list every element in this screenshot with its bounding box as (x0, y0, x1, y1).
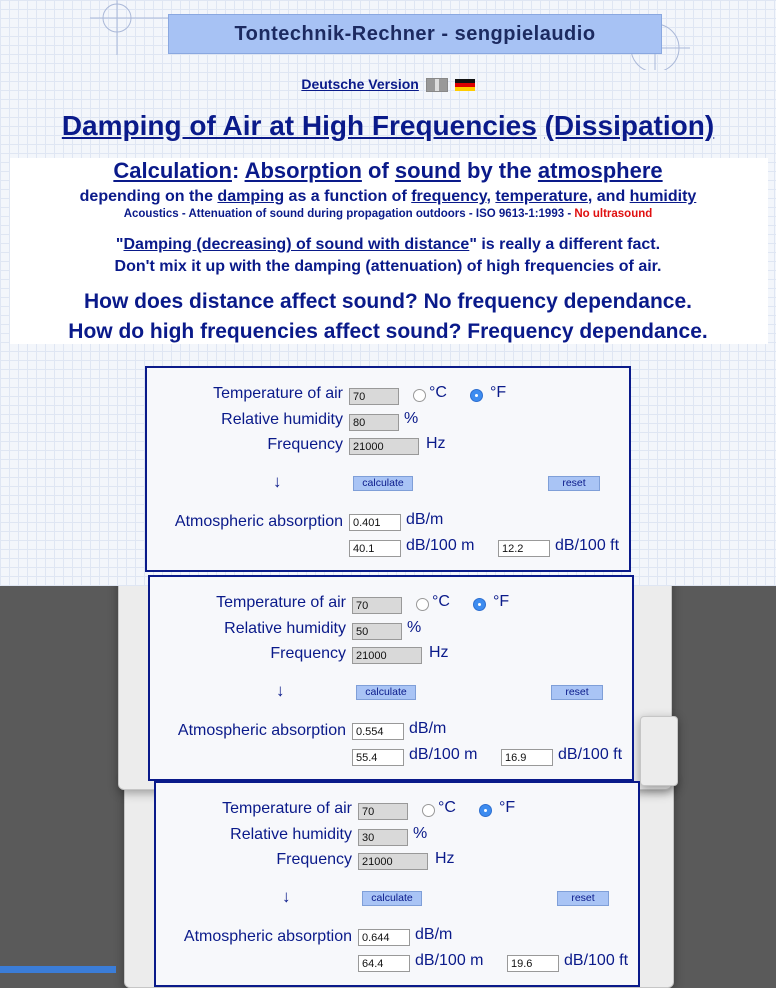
down-arrow-icon: ↓ (273, 472, 282, 491)
frequency-label: Frequency (270, 645, 346, 662)
question-frequency: How do high frequencies affect sound? Frequency dependance. (68, 320, 708, 343)
subline: depending on the damping as a function of frequency, temperature, and humidity (79, 188, 697, 205)
fahrenheit-radio[interactable] (470, 389, 483, 402)
frequency-link[interactable]: frequency (411, 188, 487, 205)
reset-button[interactable]: reset (548, 476, 600, 491)
fahrenheit-radio[interactable] (479, 804, 492, 817)
fahrenheit-label: °F (490, 384, 507, 401)
percent-unit: % (404, 410, 419, 427)
percent-unit: % (413, 825, 428, 842)
humidity-input[interactable]: 50 (352, 623, 402, 640)
celsius-label: °C (429, 384, 447, 401)
temperature-label: Temperature of air (216, 594, 346, 611)
calculation-link[interactable]: Calculation (113, 158, 232, 183)
humidity-input[interactable]: 30 (358, 829, 408, 846)
distance-damping-link[interactable]: Damping (decreasing) of sound with distance (123, 236, 470, 253)
dissipation-link[interactable]: (Dissipation) (544, 110, 715, 141)
db-per-m-output[interactable]: 0.554 (352, 723, 404, 740)
question-distance: How does distance affect sound? No frequency dependance. (84, 290, 692, 313)
absorption-calculator (154, 781, 640, 987)
humidity-link[interactable]: humidity (629, 188, 697, 205)
calculate-button[interactable]: calculate (353, 476, 413, 491)
db-per-m-output[interactable]: 0.401 (349, 514, 401, 531)
german-flag-icon (455, 79, 475, 91)
celsius-label: °C (438, 799, 456, 816)
db-per-100ft-unit: dB/100 ft (558, 746, 623, 763)
frequency-input[interactable]: 21000 (349, 438, 419, 455)
absorption-label: Atmospheric absorption (177, 722, 346, 739)
calculate-button[interactable]: calculate (356, 685, 416, 700)
db-per-100ft-output[interactable]: 19.6 (507, 955, 559, 972)
humidity-label: Relative humidity (230, 826, 352, 843)
german-version[interactable] (0, 76, 776, 92)
humidity-label: Relative humidity (224, 620, 346, 637)
dock-strip (0, 966, 116, 973)
no-ultrasound: No ultrasound (574, 208, 653, 220)
absorption-link[interactable]: Absorption (244, 158, 362, 183)
fahrenheit-label: °F (499, 799, 516, 816)
db-per-m-output[interactable]: 0.644 (358, 929, 410, 946)
celsius-radio[interactable] (422, 804, 435, 817)
page-title (0, 110, 776, 142)
db-per-100m-unit: dB/100 m (409, 746, 478, 763)
banner-title: Tontechnik-Rechner - sengpielaudio (168, 14, 662, 54)
german-version-link[interactable]: Deutsche Version (301, 76, 419, 92)
difference-note: "Damping (decreasing) of sound with distance" is really a different fact. (115, 236, 661, 253)
atmosphere-link[interactable]: atmosphere (537, 158, 663, 183)
absorption-calculator (145, 366, 631, 572)
frequency-input[interactable]: 21000 (358, 853, 428, 870)
celsius-label: °C (432, 593, 450, 610)
frequency-input[interactable]: 21000 (352, 647, 422, 664)
humidity-label: Relative humidity (221, 411, 343, 428)
temperature-label: Temperature of air (222, 800, 352, 817)
temperature-link[interactable]: temperature (495, 188, 588, 205)
db-per-100ft-unit: dB/100 ft (564, 952, 629, 969)
fahrenheit-label: °F (493, 593, 510, 610)
db-per-100m-output[interactable]: 55.4 (352, 749, 404, 766)
hz-unit: Hz (426, 435, 446, 452)
celsius-radio[interactable] (416, 598, 429, 611)
temperature-input[interactable]: 70 (358, 803, 408, 820)
absorption-label: Atmospheric absorption (174, 513, 343, 530)
hz-unit: Hz (429, 644, 449, 661)
mixup-note: Don't mix it up with the damping (attenuation) of high frequencies of air. (114, 258, 662, 275)
temperature-input[interactable]: 70 (349, 388, 399, 405)
down-arrow-icon: ↓ (276, 681, 285, 700)
db-per-100m-output[interactable]: 64.4 (358, 955, 410, 972)
absorption-label: Atmospheric absorption (183, 928, 352, 945)
db-per-100m-output[interactable]: 40.1 (349, 540, 401, 557)
celsius-radio[interactable] (413, 389, 426, 402)
sound-link[interactable]: sound (394, 158, 461, 183)
calculation-heading: Calculation: Absorption of sound by the atmosphere (113, 158, 663, 183)
temperature-input[interactable]: 70 (352, 597, 402, 614)
hz-unit: Hz (435, 850, 455, 867)
reset-button[interactable]: reset (551, 685, 603, 700)
db-per-m-unit: dB/m (409, 720, 447, 737)
db-per-m-unit: dB/m (415, 926, 453, 943)
calculate-button[interactable]: calculate (362, 891, 422, 906)
humidity-input[interactable]: 80 (349, 414, 399, 431)
temperature-label: Temperature of air (213, 385, 343, 402)
reset-button[interactable]: reset (557, 891, 609, 906)
db-per-100ft-unit: dB/100 ft (555, 537, 620, 554)
db-per-100ft-output[interactable]: 12.2 (498, 540, 550, 557)
db-per-100m-unit: dB/100 m (415, 952, 484, 969)
window-2-side (640, 716, 678, 786)
db-per-100ft-output[interactable]: 16.9 (501, 749, 553, 766)
damping-link[interactable]: damping (217, 188, 285, 205)
frequency-label: Frequency (276, 851, 352, 868)
title-link[interactable]: Damping of Air at High Frequencies (61, 110, 537, 141)
frequency-label: Frequency (267, 436, 343, 453)
down-arrow-icon: ↓ (282, 887, 291, 906)
percent-unit: % (407, 619, 422, 636)
uk-flag-icon (426, 78, 448, 92)
db-per-m-unit: dB/m (406, 511, 444, 528)
iso-note: Acoustics - Attenuation of sound during propagation outdoors - ISO 9613-1:1993 - No ultrasound (123, 208, 653, 220)
db-per-100m-unit: dB/100 m (406, 537, 475, 554)
fahrenheit-radio[interactable] (473, 598, 486, 611)
absorption-calculator (148, 575, 634, 781)
